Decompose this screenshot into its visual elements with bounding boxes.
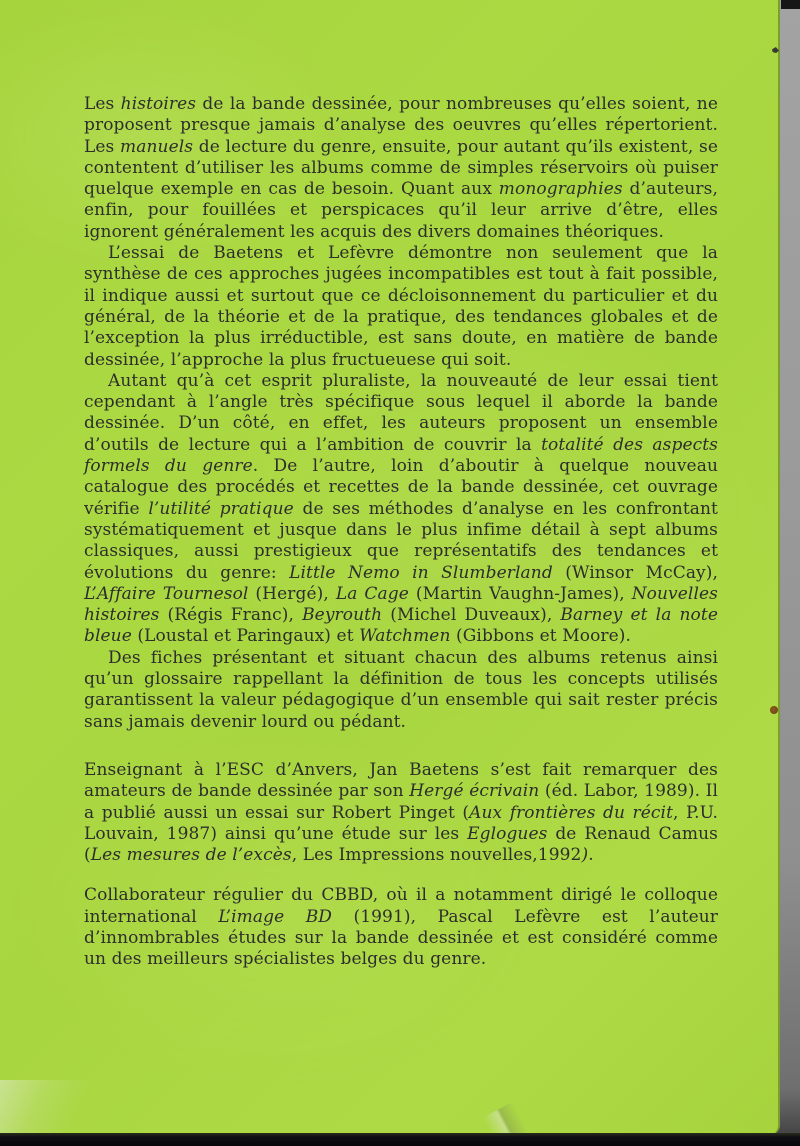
text-run: Collaborateur régulier du CBBD, où il a notamment dirigé le colloque international (84, 885, 718, 927)
italic-title: Hergé écrivain (409, 781, 540, 802)
italic-title: Nouvelles histoires (84, 583, 718, 626)
italic-title: histoires (120, 94, 197, 114)
text-run: , P.U. Louvain, 1987) ainsi qu’une étude sur les (84, 802, 718, 844)
italic-title: L’image BD (218, 906, 333, 927)
italic-title: L’Affaire Tournesol (84, 583, 249, 604)
text-run: (éd. Labor, 1989). Il a publié aussi un essai sur Robert Pinget ( (84, 781, 719, 823)
text-run: d’auteurs, enfin, pour fouillées et perspicaces qu’il leur arrive d’être, elles ignorent généralement les acquis des divers domaines théoriques. (84, 179, 718, 242)
text-run: (Loustal et Paringaux) et (131, 626, 360, 647)
italic-title: La Cage (335, 583, 409, 604)
paragraph-essai (84, 243, 718, 371)
text-run: . (588, 845, 594, 866)
text-run: . De l’autre, loin d’aboutir à quelque nouveau catalogue des procédés et recettes de la bande dessinée, cet ouvrage vérifie (84, 456, 719, 519)
italic-title: Little Nemo in Slumberland (289, 562, 553, 583)
paragraph-fiches (84, 648, 718, 733)
paragraph-bio-baetens (84, 760, 718, 866)
italic-title: ) (581, 845, 589, 866)
bottom-edge-strip (0, 1133, 800, 1146)
text-run: (1991), Pascal Lefèvre est l’auteur d’innombrables études sur la bande dessinée et est considéré comme un des meilleurs spécialistes belges du genre. (84, 906, 718, 970)
text-run: L’essai de Baetens et Lefèvre démontre non seulement que la synthèse de ces approches jugées incompatibles est tout à fait possible, il indique aussi et surtout que ce décloisonnement du particulier et du général, de la théorie et de la pratique, des tendances globales et de l’exception la plus irréductible, est sans doute, en matière de bande dessinée, l’approche la plus fructueuese qui soit. (84, 243, 718, 370)
text-run: (Régis Franc), (159, 605, 303, 626)
italic-title: manuels (120, 136, 194, 157)
text-run: de ses méthodes d’analyse en les confrontant systématiquement et jusque dans le plus infime détail à sept albums classiques, aussi prestigieux que représentatifs des tendances et évolutions du genre: (84, 498, 718, 583)
text-run: Les (84, 94, 121, 114)
text-run: Autant qu’à cet esprit pluraliste, la nouveauté de leur essai tient cependant à l’angle très spécifique sous lequel il aborde la bande dessinée. D’un côté, en effet, les auteurs proposent un ensemble d’outils de lecture qui a l’ambition de couvrir la (84, 370, 718, 455)
italic-title: Barney et la note bleue (84, 605, 718, 647)
text-run: (Michel Duveaux), (382, 605, 561, 626)
scan-artifact-top-right (781, 0, 800, 9)
italic-title: Aux frontières du récit (469, 802, 674, 823)
text-run: (Gibbons et Moore). (450, 626, 632, 647)
paragraph-histoires (84, 94, 718, 243)
italic-title: Eglogues (467, 823, 548, 844)
text-run: de la bande dessinée, pour nombreuses qu’elles soient, ne proposent presque jamais d’analyse des oeuvres qu’elles répertorient. Les (84, 94, 718, 157)
text-run: Enseignant à l’ESC d’Anvers, Jan Baetens s’est fait remarquer des amateurs de bande dessinée par son (84, 759, 718, 802)
italic-title: totalité des aspects formels du genre (84, 434, 718, 477)
text-run: (Hergé), (248, 583, 336, 604)
italic-title: Beyrouth (302, 605, 383, 626)
text-run: , Les Impressions nouvelles,1992 (291, 845, 582, 866)
brown-speck (770, 706, 778, 714)
italic-title: Watchmen (359, 626, 451, 647)
italic-title: Les mesures de l’excès (90, 845, 292, 866)
paragraph-bio-lefevre (84, 885, 718, 970)
text-run: de Renaud Camus ( (84, 823, 718, 866)
back-cover-text (84, 94, 718, 971)
text-run: Des fiches présentant et situant chacun des albums retenus ainsi qu’un glossaire rappellant la définition de tous les concepts utilisés garantissent la valeur pédagogique d’un ensemble qui sait rester précis sans jamais devenir lourd ou pédant. (84, 647, 718, 732)
italic-title: l’utilité pratique (148, 498, 294, 519)
crease-mark (0, 1080, 130, 1140)
italic-title: monographies (498, 179, 623, 200)
text-run: de lecture du genre, ensuite, pour autant qu’ils existent, se contentent d’utiliser les albums comme de simples réservoirs où puiser quelque exemple en cas de besoin. Quant aux (84, 136, 718, 200)
text-run: (Winsor McCay), (552, 562, 719, 583)
paragraph-autant (84, 371, 718, 648)
text-run: (Martin Vaughn-James), (408, 583, 632, 604)
